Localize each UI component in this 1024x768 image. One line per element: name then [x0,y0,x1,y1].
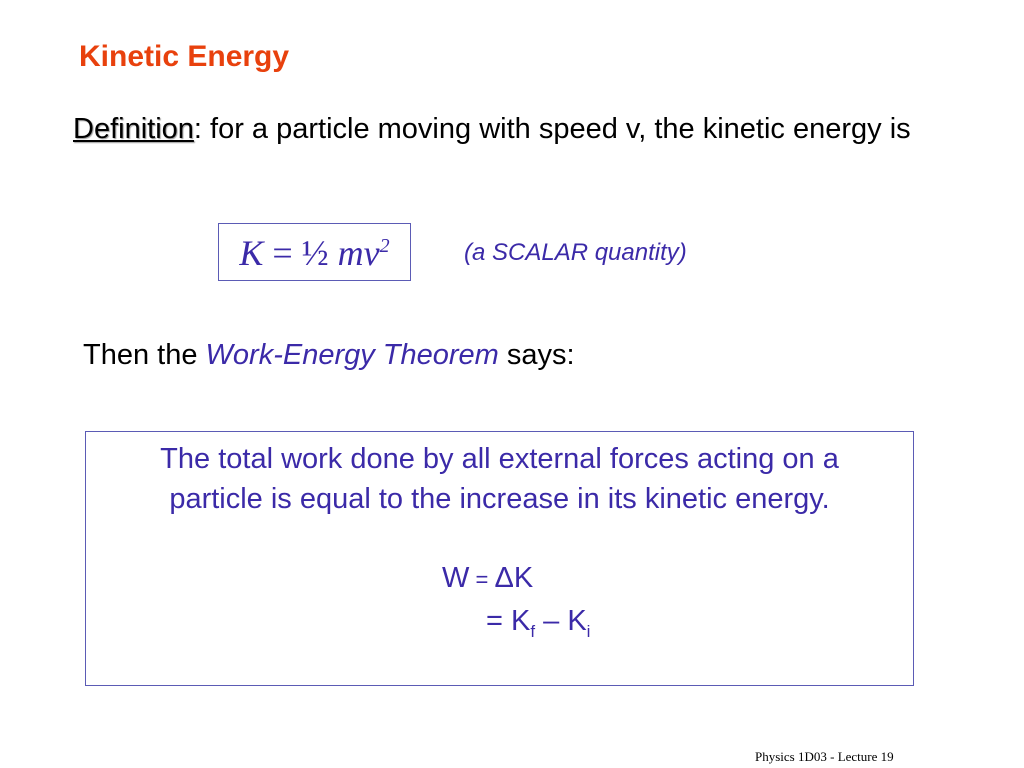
definition-text: : for a particle moving with speed v, the kinetic energy is [193,113,911,145]
eq1-rhs: ΔK [494,562,534,594]
work-energy-theorem-box [85,431,914,686]
formula-exponent: 2 [379,235,390,257]
theorem-statement-line-1: The total work done by all external forces acting on a [160,443,839,475]
eq2-sub-i: i [586,621,591,641]
scalar-note: (a SCALAR quantity) [464,239,687,266]
slide-footer: Physics 1D03 - Lecture 19 [755,749,894,764]
kinetic-energy-formula-box [218,223,411,281]
definition-paragraph [73,108,943,150]
formula-lhs: K [239,233,264,273]
slide-title: Kinetic Energy [79,40,290,73]
formula-rhs: mv [328,233,380,273]
definition-term: Definition [73,113,194,145]
equation-kf-minus-ki [486,605,590,642]
eq1-lhs: W [442,562,470,594]
then-line [83,339,575,372]
eq2-k2: K [567,605,587,637]
theorem-name: Work-Energy Theorem [205,339,499,371]
theorem-statement-line-2: particle is equal to the increase in its kinetic energy. [169,483,830,515]
formula-half: ½ [301,233,329,273]
then-suffix: says: [498,339,575,371]
formula-equals: = [263,233,302,273]
equation-work-delta-k [442,562,533,595]
eq2-sub-f: f [530,621,536,641]
eq2-minus: – [535,605,568,637]
eq2-k1: K [511,605,531,637]
eq2-op: = [486,605,511,637]
eq1-op: = [469,567,495,592]
then-prefix: Then the [83,339,206,371]
